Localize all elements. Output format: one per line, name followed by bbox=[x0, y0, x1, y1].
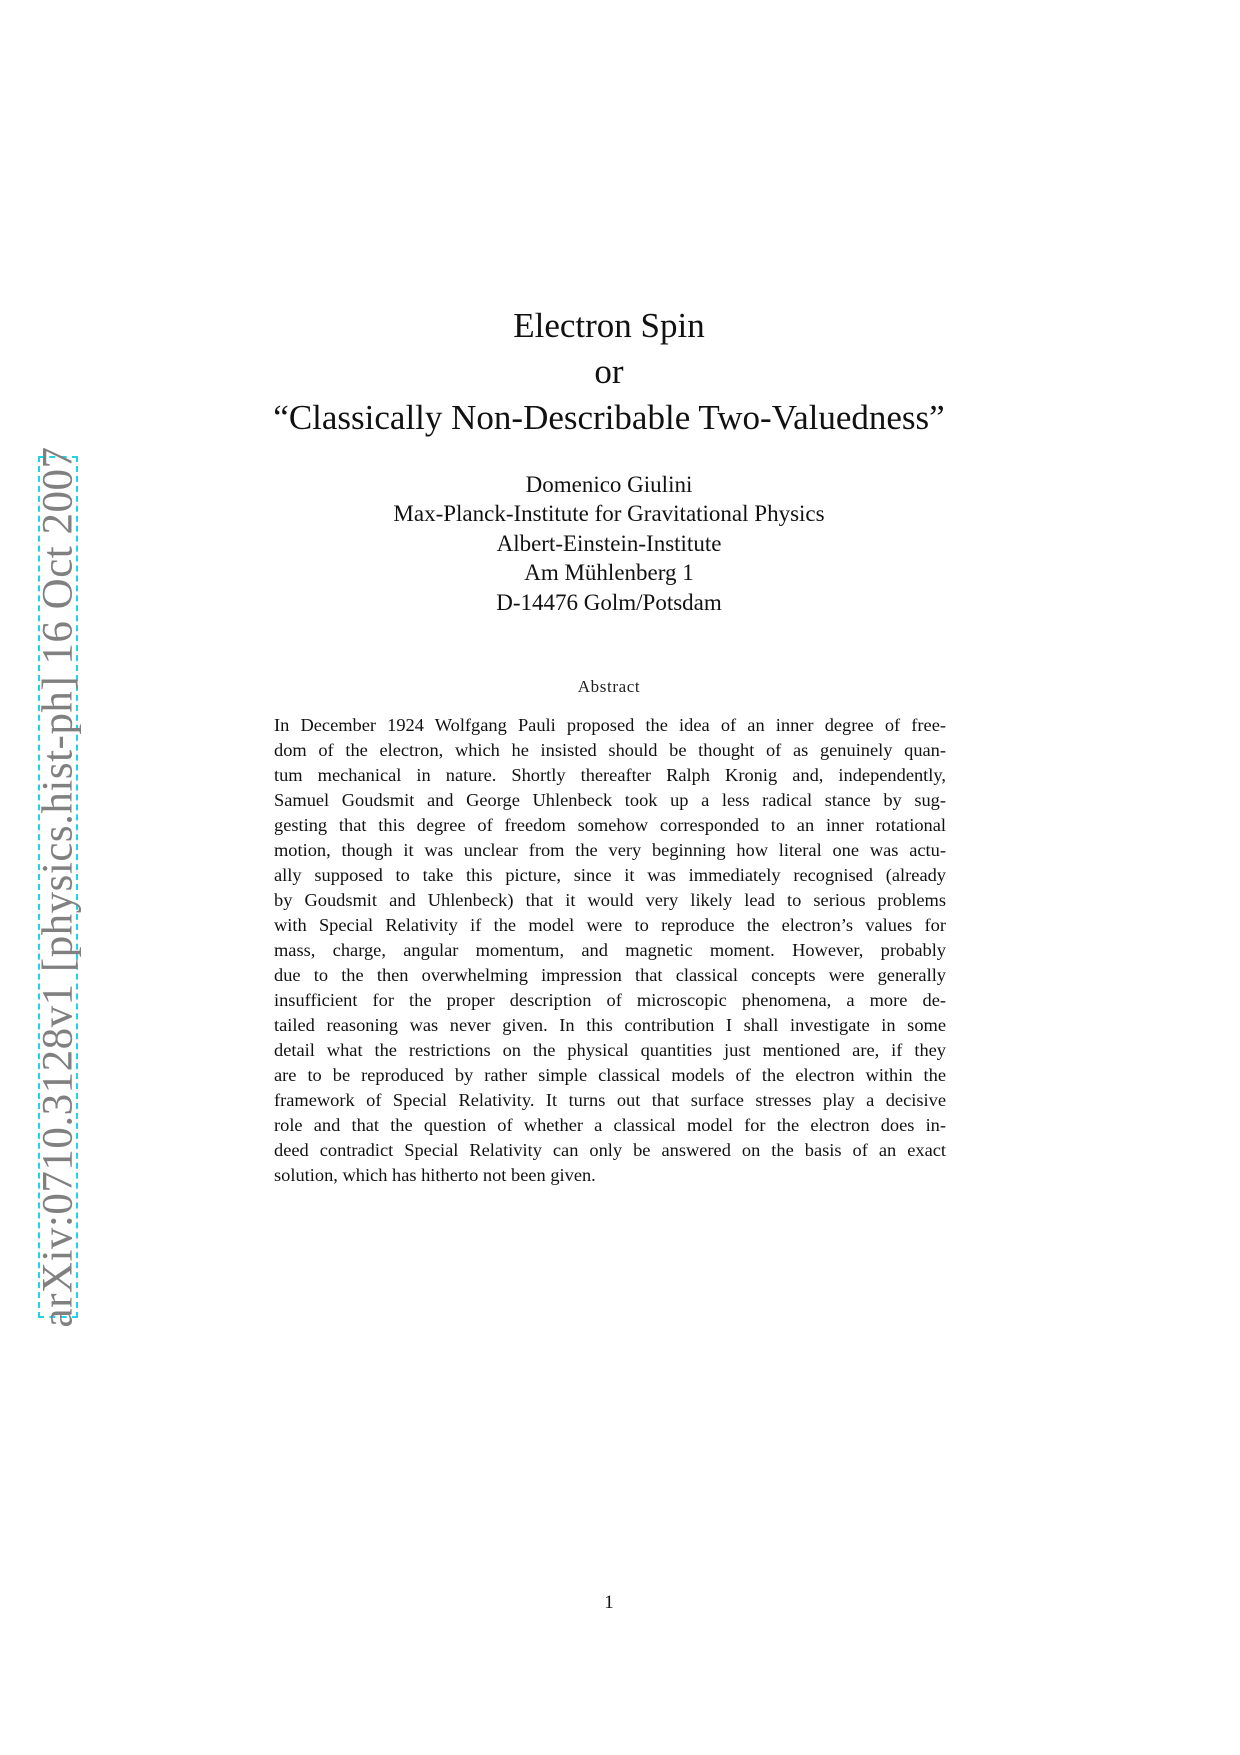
abstract-line: detail what the restrictions on the physical quantities just mentioned are, if they bbox=[274, 1040, 946, 1060]
affiliation-line: D-14476 Golm/Potsdam bbox=[496, 589, 722, 615]
abstract-line: by Goudsmit and Uhlenbeck) that it would very likely lead to serious problems bbox=[274, 890, 946, 910]
abstract-line: due to the then overwhelming impression that classical concepts were generally bbox=[274, 965, 946, 985]
abstract-line: solution, which has hitherto not been given. bbox=[274, 1165, 596, 1185]
abstract-line: tum mechanical in nature. Shortly thereafter Ralph Kronig and, independently, bbox=[274, 765, 946, 785]
title-connector: or bbox=[594, 352, 624, 391]
abstract-line: tailed reasoning was never given. In this contribution I shall investigate in some bbox=[274, 1015, 946, 1035]
abstract-line: insufficient for the proper description of microscopic phenomena, a more de- bbox=[274, 990, 946, 1010]
title-subtitle: “Classically Non-Describable Two-Valuedness” bbox=[273, 398, 945, 437]
abstract-line: motion, though it was unclear from the very beginning how literal one was actu- bbox=[274, 840, 946, 860]
abstract-body bbox=[274, 713, 946, 1188]
abstract-line: In December 1924 Wolfgang Pauli proposed the idea of an inner degree of free- bbox=[274, 715, 946, 735]
paper-title bbox=[0, 303, 1218, 441]
affiliation-line: Am Mühlenberg 1 bbox=[524, 560, 694, 586]
abstract-line: gesting that this degree of freedom somehow corresponded to an inner rotational bbox=[274, 815, 946, 835]
author-block bbox=[0, 470, 1218, 617]
abstract-line: ally supposed to take this picture, since it was immediately recognised (already bbox=[274, 865, 946, 885]
abstract-line: deed contradict Special Relativity can only be answered on the basis of an exact bbox=[274, 1140, 946, 1160]
abstract-line: role and that the question of whether a classical model for the electron does in- bbox=[274, 1115, 946, 1135]
affiliation-line: Max-Planck-Institute for Gravitational Physics bbox=[393, 501, 825, 527]
abstract-line: are to be reproduced by rather simple classical models of the electron within the bbox=[274, 1065, 946, 1085]
abstract-line: mass, charge, angular momentum, and magnetic moment. However, probably bbox=[274, 940, 946, 960]
abstract-line: with Special Relativity if the model were to reproduce the electron’s values for bbox=[274, 915, 946, 935]
abstract-heading: Abstract bbox=[577, 677, 641, 696]
title-main: Electron Spin bbox=[513, 306, 705, 345]
author-name: Domenico Giulini bbox=[525, 472, 693, 497]
arxiv-identifier-text: arXiv:0710.3128v1 [physics.hist-ph] 16 Oct 2007 bbox=[34, 446, 82, 1328]
page-number: 1 bbox=[604, 1592, 614, 1613]
affiliation-line: Albert-Einstein-Institute bbox=[496, 530, 722, 556]
abstract-line: framework of Special Relativity. It turns out that surface stresses play a decisive bbox=[274, 1090, 946, 1110]
abstract-line: dom of the electron, which he insisted should be thought of as genuinely quan- bbox=[274, 740, 946, 760]
abstract-line: Samuel Goudsmit and George Uhlenbeck took up a less radical stance by sug- bbox=[274, 790, 946, 810]
